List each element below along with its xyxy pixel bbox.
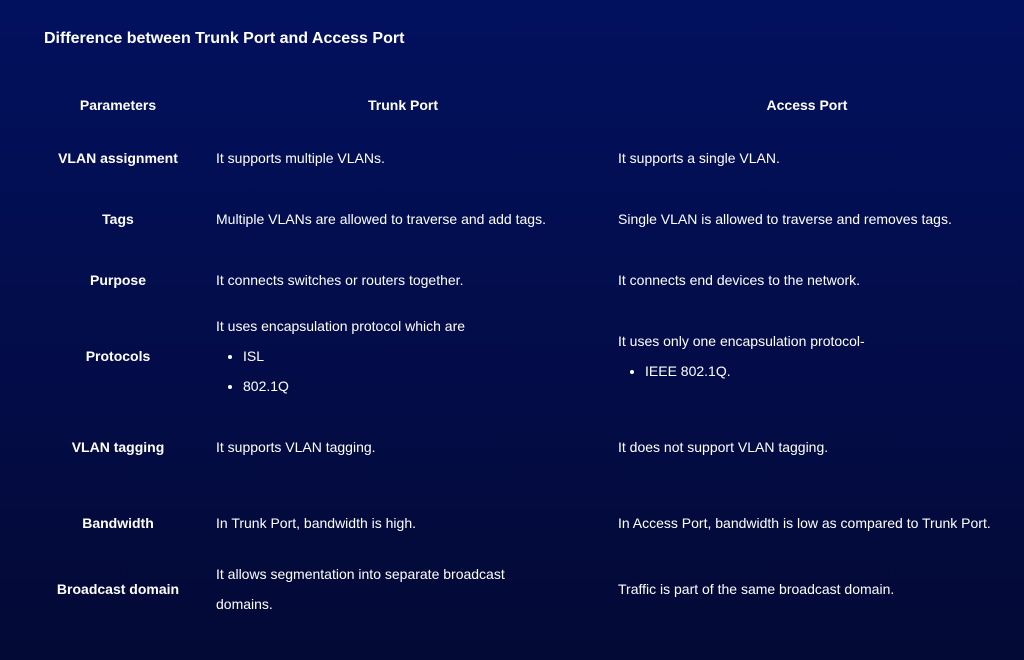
trunk-cell: Multiple VLANs are allowed to traverse and add tags. [216,211,546,227]
access-protocol-list [618,356,1006,386]
access-cell: Single VLAN is allowed to traverse and removes tags. [618,211,952,227]
param-cell: Purpose [89,272,146,288]
table-row [34,128,1010,188]
list-item: • ISL [243,341,564,371]
header-trunk-port: Trunk Port [367,97,438,113]
trunk-protocol-intro: It uses encapsulation protocol which are [216,318,466,334]
header-parameters: Parameters [79,97,157,113]
trunk-cell: In Trunk Port, bandwidth is high. [216,515,416,531]
trunk-cell: It supports VLAN tagging. [216,439,376,455]
trunk-cell [202,310,604,402]
table-header [34,82,1010,128]
trunk-cell: It supports multiple VLANs. [216,150,385,166]
access-protocol-intro: It uses only one encapsulation protocol- [618,333,865,349]
table-row [34,250,1010,310]
access-cell: In Access Port, bandwidth is low as compared to Trunk Port. [618,515,991,531]
table-body [34,128,1010,624]
table-row [34,402,1010,492]
header-access-port: Access Port [766,97,848,113]
param-cell: VLAN tagging [71,439,165,455]
access-cell [604,310,1010,402]
trunk-cell: It allows segmentation into separate broadcast domains. [216,566,505,612]
list-item: • IEEE 802.1Q. [645,356,1006,386]
comparison-table [34,82,1010,624]
param-cell: VLAN assignment [58,150,178,166]
table-row [34,554,1010,624]
param-cell: Protocols [85,348,151,364]
table-row [34,310,1010,402]
trunk-protocol-list [216,341,564,401]
table-row [34,492,1010,554]
table-row [34,188,1010,250]
param-cell: Bandwidth [82,515,154,531]
param-cell: Tags [102,211,134,227]
trunk-cell: It connects switches or routers together. [216,272,464,288]
param-cell: Broadcast domain [56,581,180,597]
access-cell: It connects end devices to the network. [618,272,861,288]
access-cell: It supports a single VLAN. [618,150,780,166]
access-cell: Traffic is part of the same broadcast domain. [618,581,895,597]
access-cell: It does not support VLAN tagging. [618,439,829,455]
header-row [34,82,1010,128]
page-title: Difference between Trunk Port and Access Port [44,30,405,47]
list-item: • 802.1Q [243,371,564,401]
